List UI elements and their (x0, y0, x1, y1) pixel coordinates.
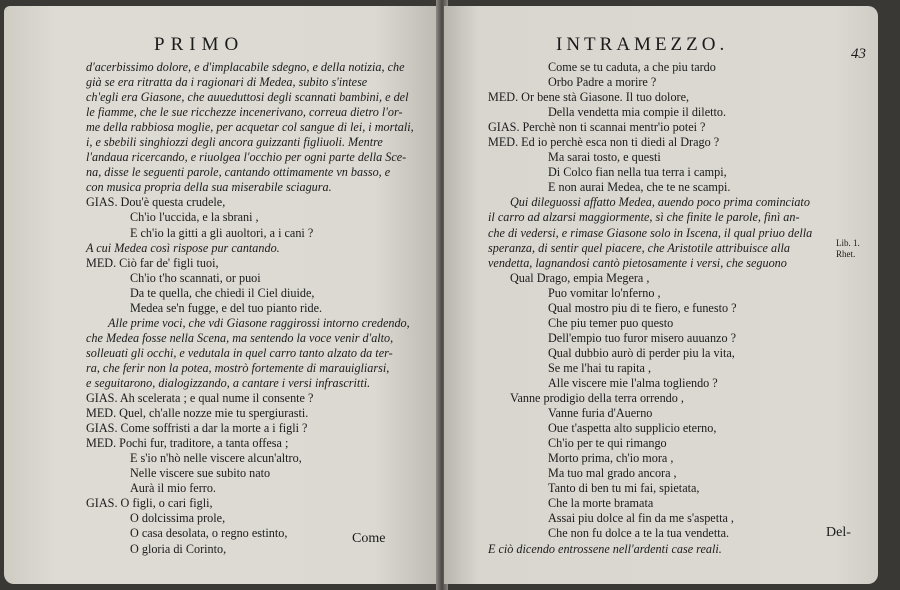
left-text-line: e seguitarono, dialogizzando, a cantare i versi infrascritti. (86, 375, 371, 390)
page-number: 43 (851, 46, 866, 62)
left-text-line: GIAS. O figli, o cari figli, (86, 496, 213, 511)
left-text-line: E ch'io la gitti a gli auoltori, a i cani ? (130, 225, 314, 240)
right-page (444, 6, 878, 584)
right-text-line: Orbo Padre a morire ? (548, 75, 657, 90)
right-text-line: Puo vomitar lo'nferno , (548, 285, 661, 300)
right-text-line: speranza, di sentir quel piacere, che Aristotile attribuisce alla (488, 240, 790, 255)
left-text-line: solleuati gli occhi, e vedutala in quel carro tanto alzato da ter- (86, 345, 393, 360)
right-text-line: Della vendetta mia compie il diletto. (548, 105, 727, 120)
left-text-line: O gloria di Corinto, (130, 541, 227, 556)
left-text-line: MED. Pochi fur, traditore, a tanta offesa ; (86, 436, 289, 451)
left-text-line: Nelle viscere sue subito nato (130, 466, 271, 481)
left-text-line: O casa desolata, o regno estinto, (130, 526, 288, 541)
right-text-line: E ciò dicendo entrossene nell'ardenti case reali. (488, 541, 722, 556)
right-text-line: Che la morte bramata (548, 496, 654, 511)
right-text-line: che di vedersi, e rimase Giasone solo in Iscena, il qual priuo della (488, 225, 813, 240)
right-text-line: Che non fu dolce a te la tua vendetta. (548, 526, 730, 541)
left-text-line: MED. Quel, ch'alle nozze mie tu spergiurasti. (86, 406, 309, 421)
right-text-line: MED. Or bene stà Giasone. Il tuo dolore, (488, 90, 690, 105)
left-text-line: Medea se'n fugge, e del tuo pianto ride. (130, 300, 323, 315)
left-text-line: E s'io n'hò nelle viscere alcun'altro, (130, 451, 302, 466)
left-running-header: PRIMO (154, 34, 245, 55)
right-text-line: Oue t'aspetta alto supplicio eterno, (548, 421, 717, 436)
left-text-line: me della rabbiosa moglie, per acquetar col sangue di lei, i mortali, (86, 120, 414, 135)
left-text-line: na, disse le seguenti parole, cantando ottimamente vn basso, e (86, 165, 391, 180)
margin-note: Lib. 1. Rhet. (836, 238, 860, 259)
left-text-line: Aurà il mio ferro. (130, 481, 216, 496)
right-text-line: Ma tuo mal grado ancora , (548, 466, 677, 481)
left-page-text (86, 60, 426, 557)
left-text-line: d'acerbissimo dolore, e d'implacabile sdegno, e della notizia, che (86, 60, 405, 74)
right-text-line: vendetta, lagnandosi cantò pietosamente i versi, che seguono (488, 255, 787, 270)
left-catchword: Come (352, 531, 386, 546)
left-text-line: MED. Ciò far de' figli tuoi, (86, 255, 219, 270)
right-text-line: Di Colco fian nella tua terra i campi, (548, 165, 727, 180)
right-text-line: Assai piu dolce al fin da me s'aspetta , (548, 511, 734, 526)
left-text-line: Ch'io t'ho scannati, or puoi (130, 270, 261, 285)
left-text-line: A cui Medea così rispose pur cantando. (86, 240, 280, 255)
left-text-line: GIAS. Come soffristi a dar la morte a i figli ? (86, 421, 308, 436)
right-running-header: INTRAMEZZO. (556, 34, 729, 55)
left-text-line: già se era ritratta da i ragionari di Medea, subito s'intese (86, 75, 368, 90)
left-text-line: GIAS. Ah scelerata ; e qual nume il consente ? (86, 391, 314, 406)
right-text-line: Morto prima, ch'io mora , (548, 451, 674, 466)
right-text-line: MED. Ed io perchè esca non ti diedi al Drago ? (488, 135, 720, 150)
right-text-line: Come se tu caduta, a che piu tardo (548, 60, 716, 74)
right-text-line: GIAS. Perchè non ti scannai mentr'io potei ? (488, 120, 706, 135)
left-text-line: Ch'io l'uccida, e la sbrani , (130, 210, 259, 225)
left-text-line: i, e sbebili singhiozzi degli ancora guizzanti figliuoli. Mentre (86, 135, 383, 150)
left-text-line: O dolcissima prole, (130, 511, 226, 526)
right-text-line: Tanto di ben tu mi fai, spietata, (548, 481, 700, 496)
left-text-line: GIAS. Dou'è questa crudele, (86, 195, 226, 210)
right-text-line: Che piu temer puo questo (548, 315, 674, 330)
right-text-line: E non aurai Medea, che te ne scampi. (548, 180, 731, 195)
right-text-line: Ch'io per te qui rimango (548, 436, 667, 451)
left-text-line: con musica propria della sua miserabile sciagura. (86, 180, 332, 195)
right-text-line: Alle viscere mie l'alma togliendo ? (548, 375, 718, 390)
right-text-line: Se me l'hai tu rapita , (548, 360, 652, 375)
right-text-line: Qual mostro piu di te fiero, e funesto ? (548, 300, 737, 315)
left-text-line: Alle prime voci, che vdi Giasone raggirossi intorno credendo, (108, 315, 410, 330)
right-text-line: Vanne prodigio della terra orrendo , (510, 391, 684, 406)
left-text-line: l'andaua ricercando, e riuolgea l'occhio per ogni parte della Sce- (86, 150, 407, 165)
right-page-text (488, 60, 828, 557)
right-text-line: Qual Drago, empia Megera , (510, 270, 650, 285)
right-text-line: il carro ad alzarsi maggiormente, sì che finite le parole, finì an- (488, 210, 800, 225)
right-text-line: Vanne furia d'Auerno (548, 406, 653, 421)
left-text-line: le fiamme, che le sue ricchezze incenerivano, correua dietro l'or- (86, 105, 403, 120)
left-text-line: Da te quella, che chiedi il Ciel diuide, (130, 285, 315, 300)
right-text-line: Qual dubbio aurò di perder piu la vita, (548, 345, 735, 360)
left-page (4, 6, 440, 584)
right-catchword: Del- (826, 525, 851, 540)
right-text-line: Ma sarai tosto, e questi (548, 150, 661, 165)
left-text-line: ra, che ferir non la potea, mostrò fortemente di marauigliarsi, (86, 360, 390, 375)
left-text-line: ch'egli era Giasone, che auueduttosi degli scannati bambini, e del (86, 90, 409, 105)
left-text-line: che Medea fosse nella Scena, ma sentendo la voce venir d'alto, (86, 330, 394, 345)
right-text-line: Qui dileguossi affatto Medea, auendo poco prima cominciato (510, 195, 810, 210)
right-text-line: Dell'empio tuo furor misero auuanzo ? (548, 330, 736, 345)
